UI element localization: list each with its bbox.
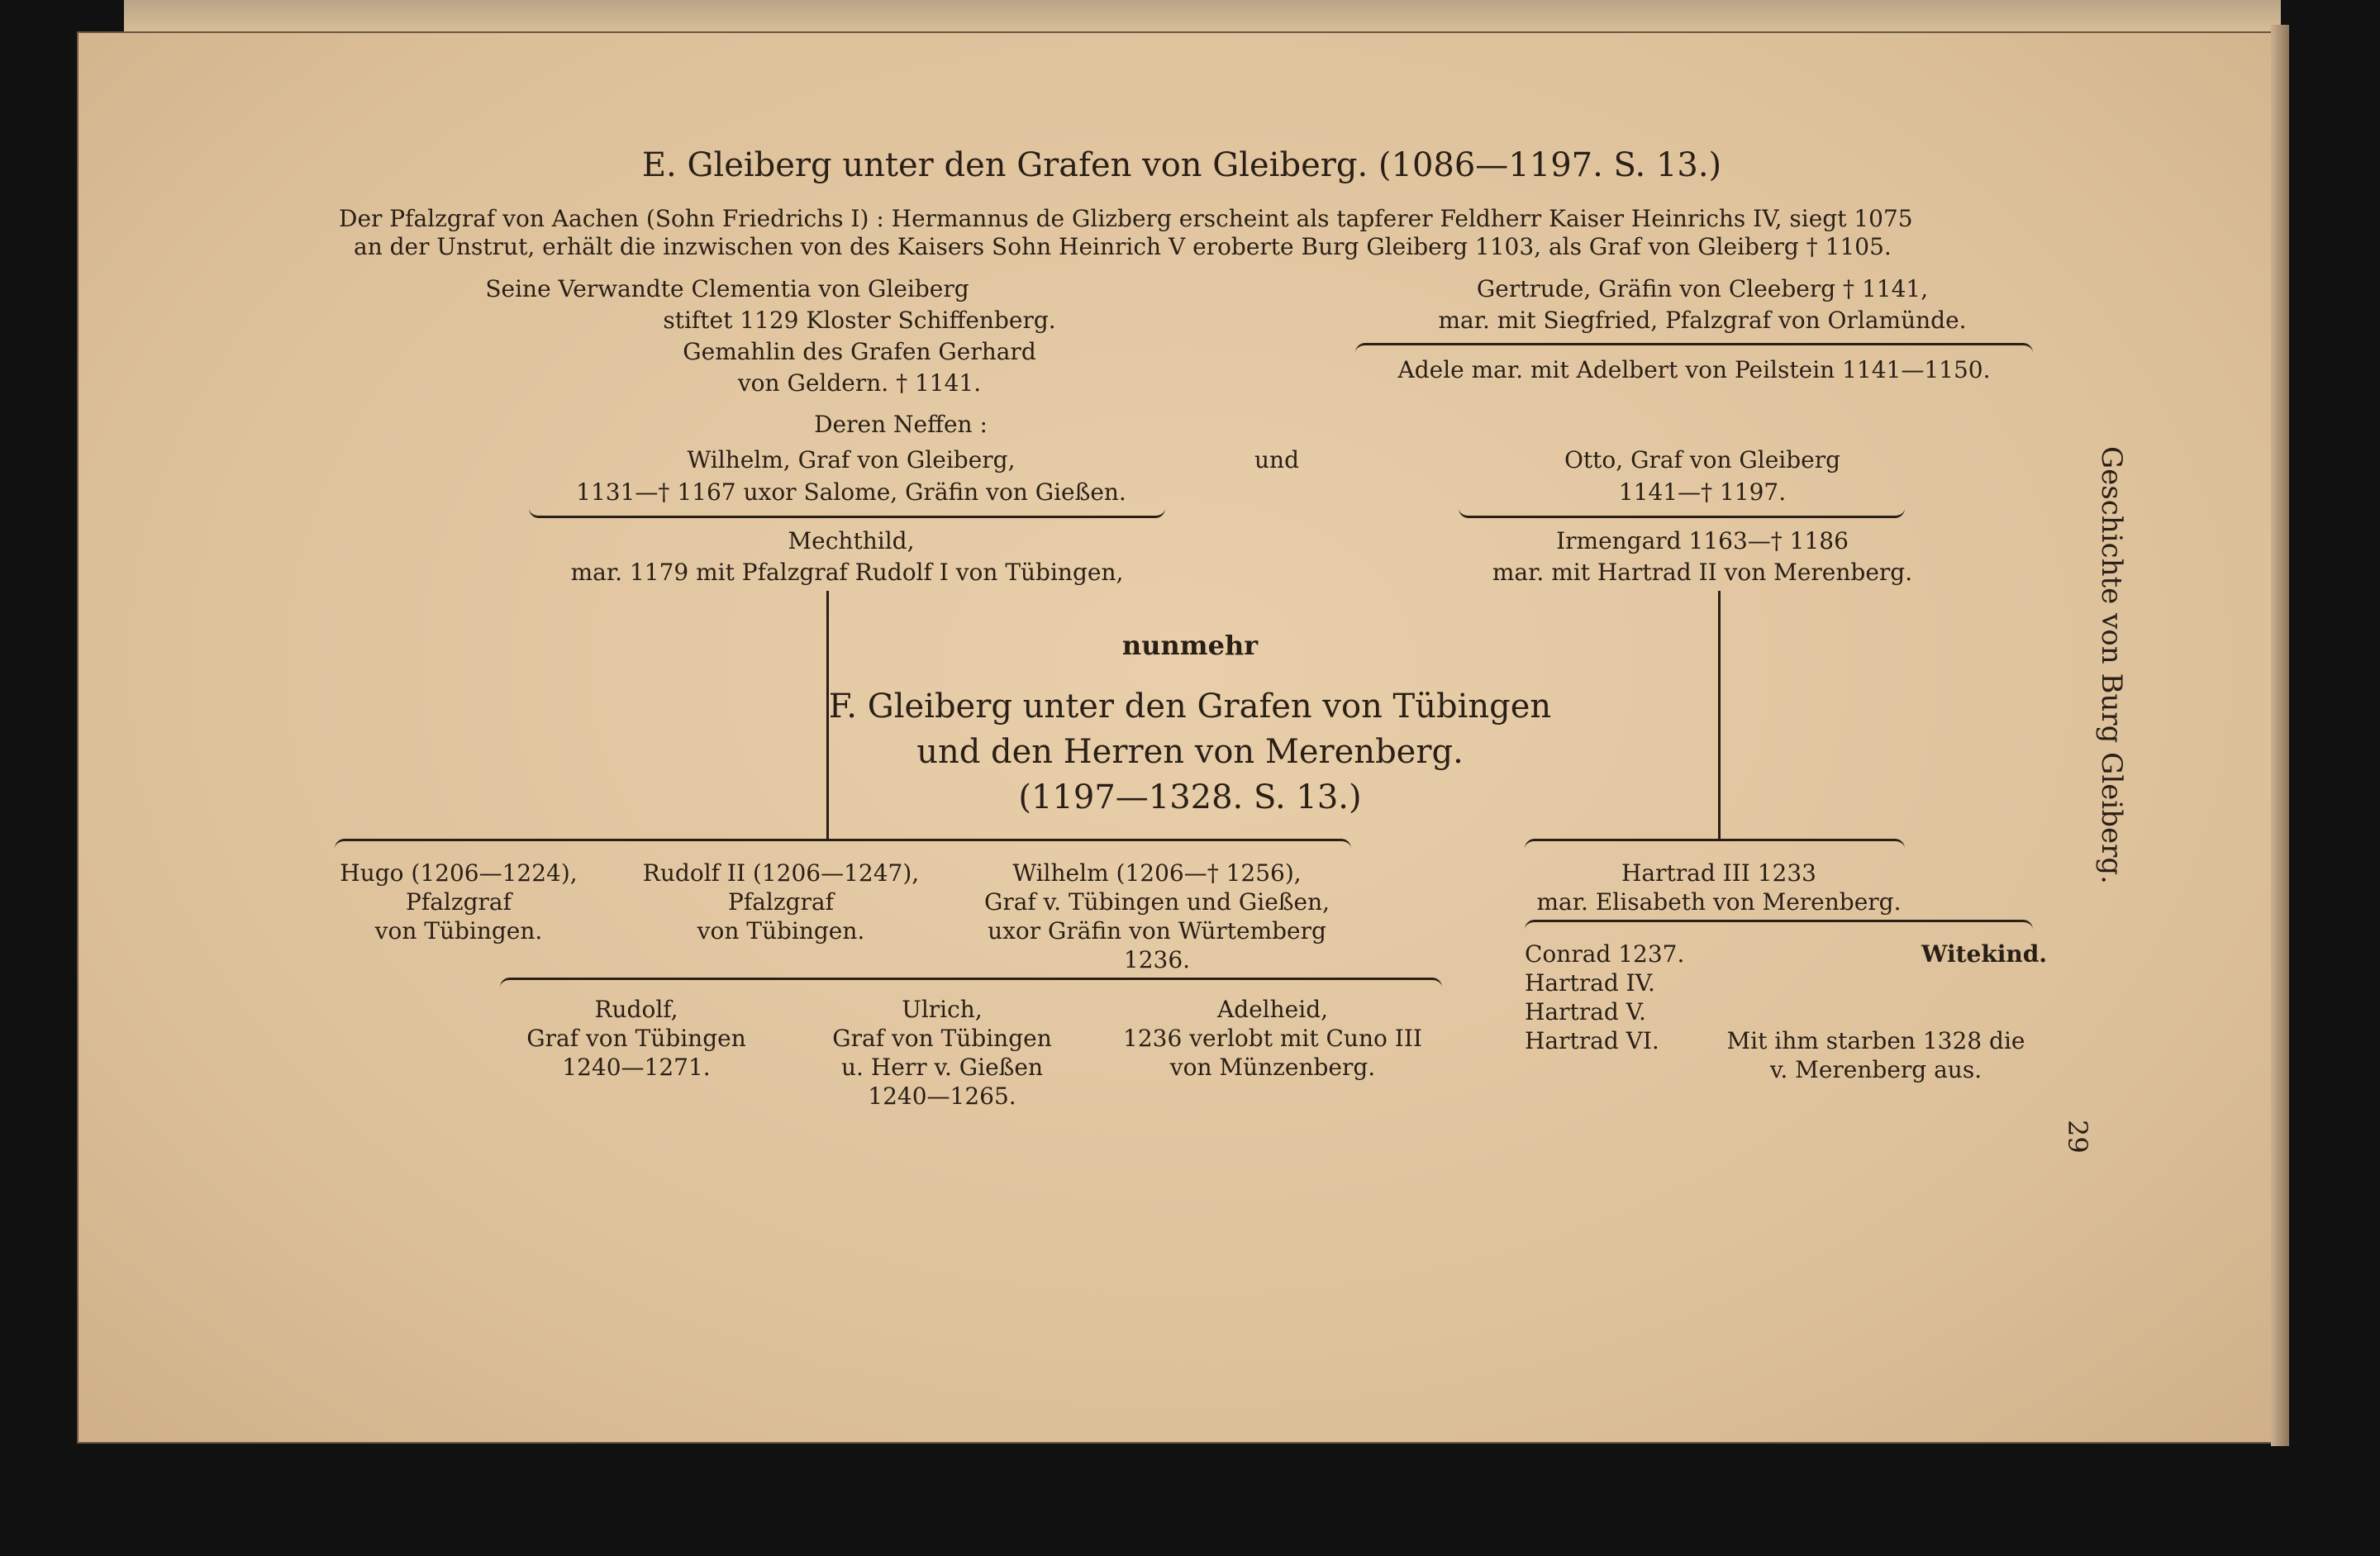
hartrad6-line: Hartrad VI. xyxy=(1525,1027,1659,1054)
adelheid-line-2: 1236 verlobt mit Cuno III xyxy=(1123,1025,1422,1052)
clementia-line-4: von Geldern. † 1141. xyxy=(737,369,982,397)
wilhelm2-line-3: uxor Gräfin von Würtemberg xyxy=(988,917,1326,945)
nunmehr-label: nunmehr xyxy=(1121,630,1259,661)
rudolf2-line-2: Pfalzgraf xyxy=(728,888,834,916)
irmengard-descent-line xyxy=(1718,591,1721,839)
hartrad4-line: Hartrad IV. xyxy=(1525,969,1655,997)
und-label: und xyxy=(1254,446,1299,473)
clementia-line-1: Seine Verwandte Clementia von Gleiberg xyxy=(485,275,969,302)
otto-brace xyxy=(1459,504,1905,518)
ulrich-line-3: u. Herr v. Gießen xyxy=(841,1054,1043,1081)
otto-line-2: 1141—† 1197. xyxy=(1618,478,1787,506)
ulrich-line-1: Ulrich, xyxy=(902,996,983,1023)
adelheid-line-3: von Münzenberg. xyxy=(1169,1054,1376,1081)
otto-line-1: Otto, Graf von Gleiberg xyxy=(1564,446,1841,473)
clementia-line-2: stiftet 1129 Kloster Schiffenberg. xyxy=(663,307,1056,334)
clementia-line-3: Gemahlin des Grafen Gerhard xyxy=(683,338,1036,365)
page-top-fold xyxy=(124,0,2281,31)
wilhelm-line-2: 1131—† 1167 uxor Salome, Gräfin von Gießen. xyxy=(576,478,1126,506)
gertrude-line-2: mar. mit Siegfried, Pfalzgraf von Orlamünde. xyxy=(1438,307,1967,334)
page-edge xyxy=(2271,25,2289,1446)
ulrich-line-4: 1240—1265. xyxy=(868,1083,1016,1110)
rudolf-line-3: 1240—1271. xyxy=(562,1054,711,1081)
section-f-title-1: F. Gleiberg unter den Grafen von Tübingen xyxy=(828,688,1552,726)
wilhelm-line-1: Wilhelm, Graf von Gleiberg, xyxy=(687,446,1016,473)
wilhelm2-line-4: 1236. xyxy=(1123,946,1191,973)
hugo-line-2: Pfalzgraf xyxy=(406,888,512,916)
wilhelm2-line-2: Graf v. Tübingen und Gießen, xyxy=(983,888,1330,916)
conrad-line: Conrad 1237. xyxy=(1525,940,1685,968)
merenberg-note-2: v. Merenberg aus. xyxy=(1769,1056,1983,1083)
hartrad5-line: Hartrad V. xyxy=(1525,998,1646,1025)
irmengard-line-1: Irmengard 1163—† 1186 xyxy=(1556,527,1849,554)
hartrad3-line-2: mar. Elisabeth von Merenberg. xyxy=(1536,888,1902,916)
hartrad3-children-brace xyxy=(1525,920,2033,934)
wilhelm2-children-brace xyxy=(500,978,1442,992)
hugo-line-3: von Tübingen. xyxy=(374,917,543,945)
rudolf2-line-1: Rudolf II (1206—1247), xyxy=(642,859,920,887)
wilhelm2-line-1: Wilhelm (1206—† 1256), xyxy=(1012,859,1302,887)
rudolf-line-1: Rudolf, xyxy=(594,996,678,1023)
tuebingen-brace xyxy=(335,839,1351,853)
gertrude-brace xyxy=(1355,343,2033,357)
neffen-label: Deren Neffen : xyxy=(814,411,988,438)
adele-line: Adele mar. mit Adelbert von Peilstein 1141—1150. xyxy=(1397,356,1991,383)
section-f-title-3: (1197—1328. S. 13.) xyxy=(1018,778,1362,816)
irmengard-line-2: mar. mit Hartrad II von Merenberg. xyxy=(1492,559,1913,586)
hartrad3-line-1: Hartrad III 1233 xyxy=(1621,859,1816,887)
merenberg-note-1: Mit ihm starben 1328 die xyxy=(1726,1027,2025,1054)
ulrich-line-2: Graf von Tübingen xyxy=(832,1025,1052,1052)
mechthild-line-1: Mechthild, xyxy=(788,527,915,554)
witekind-line: Witekind. xyxy=(1921,940,2048,968)
adelheid-line-1: Adelheid, xyxy=(1216,996,1329,1023)
intro-line-2: an der Unstrut, erhält die inzwischen von des Kaisers Sohn Heinrich V eroberte Burg Gleiberg 1103, als Graf von Gleiberg † 1105. xyxy=(354,233,1892,260)
running-head: Geschichte von Burg Gleiberg. xyxy=(2095,446,2128,884)
merenberg-brace xyxy=(1525,839,1905,853)
intro-line-1: Der Pfalzgraf von Aachen (Sohn Friedrichs I) : Hermannus de Glizberg erscheint als tapferer Feldherr Kaiser Heinrichs IV, siegt 1075 xyxy=(339,205,1913,232)
page-number: 29 xyxy=(2062,1120,2093,1154)
rudolf2-line-3: von Tübingen. xyxy=(697,917,865,945)
section-e-title: E. Gleiberg unter den Grafen von Gleiberg. (1086—1197. S. 13.) xyxy=(641,146,1722,184)
wilhelm-brace xyxy=(529,504,1165,518)
gertrude-line-1: Gertrude, Gräfin von Cleeberg † 1141, xyxy=(1476,275,1929,302)
section-f-title-2: und den Herren von Merenberg. xyxy=(916,733,1464,771)
mechthild-line-2: mar. 1179 mit Pfalzgraf Rudolf I von Tübingen, xyxy=(570,559,1124,586)
hugo-line-1: Hugo (1206—1224), xyxy=(340,859,578,887)
rudolf-line-2: Graf von Tübingen xyxy=(526,1025,746,1052)
